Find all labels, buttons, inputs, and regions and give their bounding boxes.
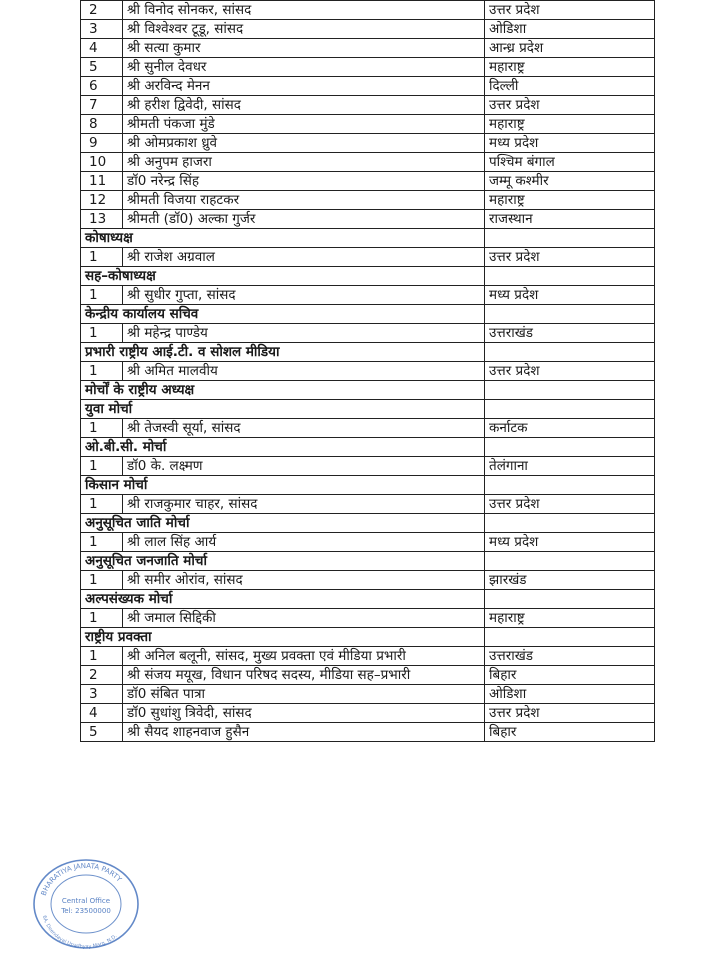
table-row bbox=[81, 419, 655, 438]
member-name-cell: श्री समीर ओरांव, सांसद bbox=[123, 571, 485, 590]
member-name-cell: श्री विनोद सोनकर, सांसद bbox=[123, 1, 485, 20]
table-row bbox=[81, 210, 655, 229]
member-name-cell: श्री विश्वेश्वर टूडू, सांसद bbox=[123, 20, 485, 39]
member-name-cell: श्री अनिल बलूनी, सांसद, मुख्य प्रवक्ता एवं मीडिया प्रभारी bbox=[123, 647, 485, 666]
section-header-row bbox=[81, 267, 655, 286]
stamp-phone-text: Tel: 23500000 bbox=[61, 907, 111, 915]
state-cell: मध्य प्रदेश bbox=[485, 533, 655, 552]
table-row bbox=[81, 96, 655, 115]
state-cell: महाराष्ट्र bbox=[485, 191, 655, 210]
member-name-cell: श्री हरीश द्विवेदी, सांसद bbox=[123, 96, 485, 115]
empty-cell bbox=[485, 381, 655, 400]
empty-cell bbox=[485, 400, 655, 419]
member-name-cell: श्री सुधीर गुप्ता, सांसद bbox=[123, 286, 485, 305]
member-name-cell: श्री राजेश अग्रवाल bbox=[123, 248, 485, 267]
member-name-cell: डॉ0 नरेन्द्र सिंह bbox=[123, 172, 485, 191]
empty-cell bbox=[485, 514, 655, 533]
morcha-header-row bbox=[81, 400, 655, 419]
member-name-cell: डॉ0 संबित पात्रा bbox=[123, 685, 485, 704]
serial-number-cell: 7 bbox=[81, 96, 123, 115]
serial-number-cell: 1 bbox=[81, 362, 123, 381]
table-row bbox=[81, 704, 655, 723]
serial-number-cell: 3 bbox=[81, 20, 123, 39]
morcha-header-row bbox=[81, 476, 655, 495]
serial-number-cell: 1 bbox=[81, 571, 123, 590]
empty-cell bbox=[485, 590, 655, 609]
table-row bbox=[81, 609, 655, 628]
section-heading: राष्ट्रीय प्रवक्ता bbox=[81, 628, 485, 647]
table-row bbox=[81, 457, 655, 476]
member-name-cell: श्री ओमप्रकाश ध्रुवे bbox=[123, 134, 485, 153]
state-cell: राजस्थान bbox=[485, 210, 655, 229]
state-cell: महाराष्ट्र bbox=[485, 609, 655, 628]
section-header-row bbox=[81, 381, 655, 400]
serial-number-cell: 9 bbox=[81, 134, 123, 153]
serial-number-cell: 1 bbox=[81, 495, 123, 514]
state-cell: मध्य प्रदेश bbox=[485, 286, 655, 305]
section-heading: केन्द्रीय कार्यालय सचिव bbox=[81, 305, 485, 324]
table-row bbox=[81, 362, 655, 381]
serial-number-cell: 13 bbox=[81, 210, 123, 229]
table-row bbox=[81, 666, 655, 685]
state-cell: तेलंगाना bbox=[485, 457, 655, 476]
member-name-cell: श्री संजय मयूख, विधान परिषद सदस्य, मीडिया सह–प्रभारी bbox=[123, 666, 485, 685]
serial-number-cell: 1 bbox=[81, 286, 123, 305]
state-cell: ओडिशा bbox=[485, 685, 655, 704]
morcha-header-row bbox=[81, 438, 655, 457]
member-name-cell: श्री अनुपम हाजरा bbox=[123, 153, 485, 172]
member-name-cell: श्री सैयद शाहनवाज हुसैन bbox=[123, 723, 485, 742]
state-cell: उत्तर प्रदेश bbox=[485, 362, 655, 381]
table-row bbox=[81, 685, 655, 704]
state-cell: उत्तर प्रदेश bbox=[485, 96, 655, 115]
empty-cell bbox=[485, 305, 655, 324]
serial-number-cell: 1 bbox=[81, 609, 123, 628]
table-row bbox=[81, 58, 655, 77]
member-name-cell: श्री लाल सिंह आर्य bbox=[123, 533, 485, 552]
serial-number-cell: 2 bbox=[81, 1, 123, 20]
stamp-ring-text: BHARATIYA JANATA PARTY bbox=[39, 861, 124, 897]
table-row bbox=[81, 495, 655, 514]
state-cell: बिहार bbox=[485, 666, 655, 685]
serial-number-cell: 5 bbox=[81, 723, 123, 742]
member-name-cell: श्रीमती (डॉ0) अल्का गुर्जर bbox=[123, 210, 485, 229]
member-name-cell: श्री महेन्द्र पाण्डेय bbox=[123, 324, 485, 343]
empty-cell bbox=[485, 628, 655, 647]
serial-number-cell: 1 bbox=[81, 533, 123, 552]
member-name-cell: श्री सुनील देवधर bbox=[123, 58, 485, 77]
state-cell: महाराष्ट्र bbox=[485, 115, 655, 134]
section-heading: मोर्चों के राष्ट्रीय अध्यक्ष bbox=[81, 381, 485, 400]
section-heading: युवा मोर्चा bbox=[81, 400, 485, 419]
table-row bbox=[81, 723, 655, 742]
table-row bbox=[81, 1, 655, 20]
table-row bbox=[81, 172, 655, 191]
member-name-cell: श्री सत्या कुमार bbox=[123, 39, 485, 58]
state-cell: उत्तराखंड bbox=[485, 647, 655, 666]
serial-number-cell: 8 bbox=[81, 115, 123, 134]
state-cell: ओडिशा bbox=[485, 20, 655, 39]
serial-number-cell: 5 bbox=[81, 58, 123, 77]
state-cell: उत्तर प्रदेश bbox=[485, 1, 655, 20]
state-cell: उत्तर प्रदेश bbox=[485, 248, 655, 267]
stamp-bottom-text: 6A, Deendayal Upadhyay Marg, N.D. bbox=[40, 914, 119, 951]
serial-number-cell: 1 bbox=[81, 647, 123, 666]
member-name-cell: डॉ0 सुधांशु त्रिवेदी, सांसद bbox=[123, 704, 485, 723]
party-seal-stamp bbox=[30, 856, 142, 951]
empty-cell bbox=[485, 438, 655, 457]
state-cell: पश्चिम बंगाल bbox=[485, 153, 655, 172]
serial-number-cell: 1 bbox=[81, 324, 123, 343]
state-cell: उत्तर प्रदेश bbox=[485, 704, 655, 723]
serial-number-cell: 4 bbox=[81, 39, 123, 58]
section-header-row bbox=[81, 343, 655, 362]
state-cell: झारखंड bbox=[485, 571, 655, 590]
empty-cell bbox=[485, 476, 655, 495]
member-name-cell: श्री तेजस्वी सूर्या, सांसद bbox=[123, 419, 485, 438]
morcha-header-row bbox=[81, 590, 655, 609]
state-cell: उत्तराखंड bbox=[485, 324, 655, 343]
section-header-row bbox=[81, 628, 655, 647]
section-heading: सह–कोषाध्यक्ष bbox=[81, 267, 485, 286]
empty-cell bbox=[485, 552, 655, 571]
table-row bbox=[81, 647, 655, 666]
serial-number-cell: 10 bbox=[81, 153, 123, 172]
section-heading: कोषाध्यक्ष bbox=[81, 229, 485, 248]
table-row bbox=[81, 20, 655, 39]
member-name-cell: श्री जमाल सिद्दिकी bbox=[123, 609, 485, 628]
serial-number-cell: 1 bbox=[81, 419, 123, 438]
section-heading: अनुसूचित जनजाति मोर्चा bbox=[81, 552, 485, 571]
state-cell: दिल्ली bbox=[485, 77, 655, 96]
member-name-cell: श्रीमती विजया राहटकर bbox=[123, 191, 485, 210]
member-name-cell: श्री अरविन्द मेनन bbox=[123, 77, 485, 96]
serial-number-cell: 6 bbox=[81, 77, 123, 96]
empty-cell bbox=[485, 343, 655, 362]
member-name-cell: श्री अमित मालवीय bbox=[123, 362, 485, 381]
serial-number-cell: 4 bbox=[81, 704, 123, 723]
member-name-cell: डॉ0 के. लक्ष्मण bbox=[123, 457, 485, 476]
state-cell: उत्तर प्रदेश bbox=[485, 495, 655, 514]
section-header-row bbox=[81, 229, 655, 248]
state-cell: मध्य प्रदेश bbox=[485, 134, 655, 153]
table-row bbox=[81, 191, 655, 210]
section-heading: ओ.बी.सी. मोर्चा bbox=[81, 438, 485, 457]
section-heading: अल्पसंख्यक मोर्चा bbox=[81, 590, 485, 609]
section-heading: प्रभारी राष्ट्रीय आई.टी. व सोशल मीडिया bbox=[81, 343, 485, 362]
morcha-header-row bbox=[81, 552, 655, 571]
serial-number-cell: 3 bbox=[81, 685, 123, 704]
table-row bbox=[81, 533, 655, 552]
serial-number-cell: 1 bbox=[81, 457, 123, 476]
svg-text:BHARATIYA JANATA PARTY bbox=[40, 862, 124, 897]
serial-number-cell: 2 bbox=[81, 666, 123, 685]
section-header-row bbox=[81, 305, 655, 324]
table-row bbox=[81, 571, 655, 590]
state-cell: कर्नाटक bbox=[485, 419, 655, 438]
table-row bbox=[81, 248, 655, 267]
state-cell: महाराष्ट्र bbox=[485, 58, 655, 77]
member-name-cell: श्री राजकुमार चाहर, सांसद bbox=[123, 495, 485, 514]
table-row bbox=[81, 153, 655, 172]
table-row bbox=[81, 39, 655, 58]
stamp-center-text: Central Office bbox=[61, 897, 111, 905]
state-cell: जम्मू कश्मीर bbox=[485, 172, 655, 191]
state-cell: आन्ध्र प्रदेश bbox=[485, 39, 655, 58]
table-row bbox=[81, 115, 655, 134]
member-name-cell: श्रीमती पंकजा मुंडे bbox=[123, 115, 485, 134]
serial-number-cell: 12 bbox=[81, 191, 123, 210]
section-heading: अनुसूचित जाति मोर्चा bbox=[81, 514, 485, 533]
table-row bbox=[81, 286, 655, 305]
table-body bbox=[81, 1, 655, 742]
state-cell: बिहार bbox=[485, 723, 655, 742]
table-row bbox=[81, 134, 655, 153]
serial-number-cell: 11 bbox=[81, 172, 123, 191]
morcha-header-row bbox=[81, 514, 655, 533]
empty-cell bbox=[485, 267, 655, 286]
office-bearers-table bbox=[80, 0, 655, 742]
section-heading: किसान मोर्चा bbox=[81, 476, 485, 495]
table-row bbox=[81, 324, 655, 343]
empty-cell bbox=[485, 229, 655, 248]
serial-number-cell: 1 bbox=[81, 248, 123, 267]
table-row bbox=[81, 77, 655, 96]
